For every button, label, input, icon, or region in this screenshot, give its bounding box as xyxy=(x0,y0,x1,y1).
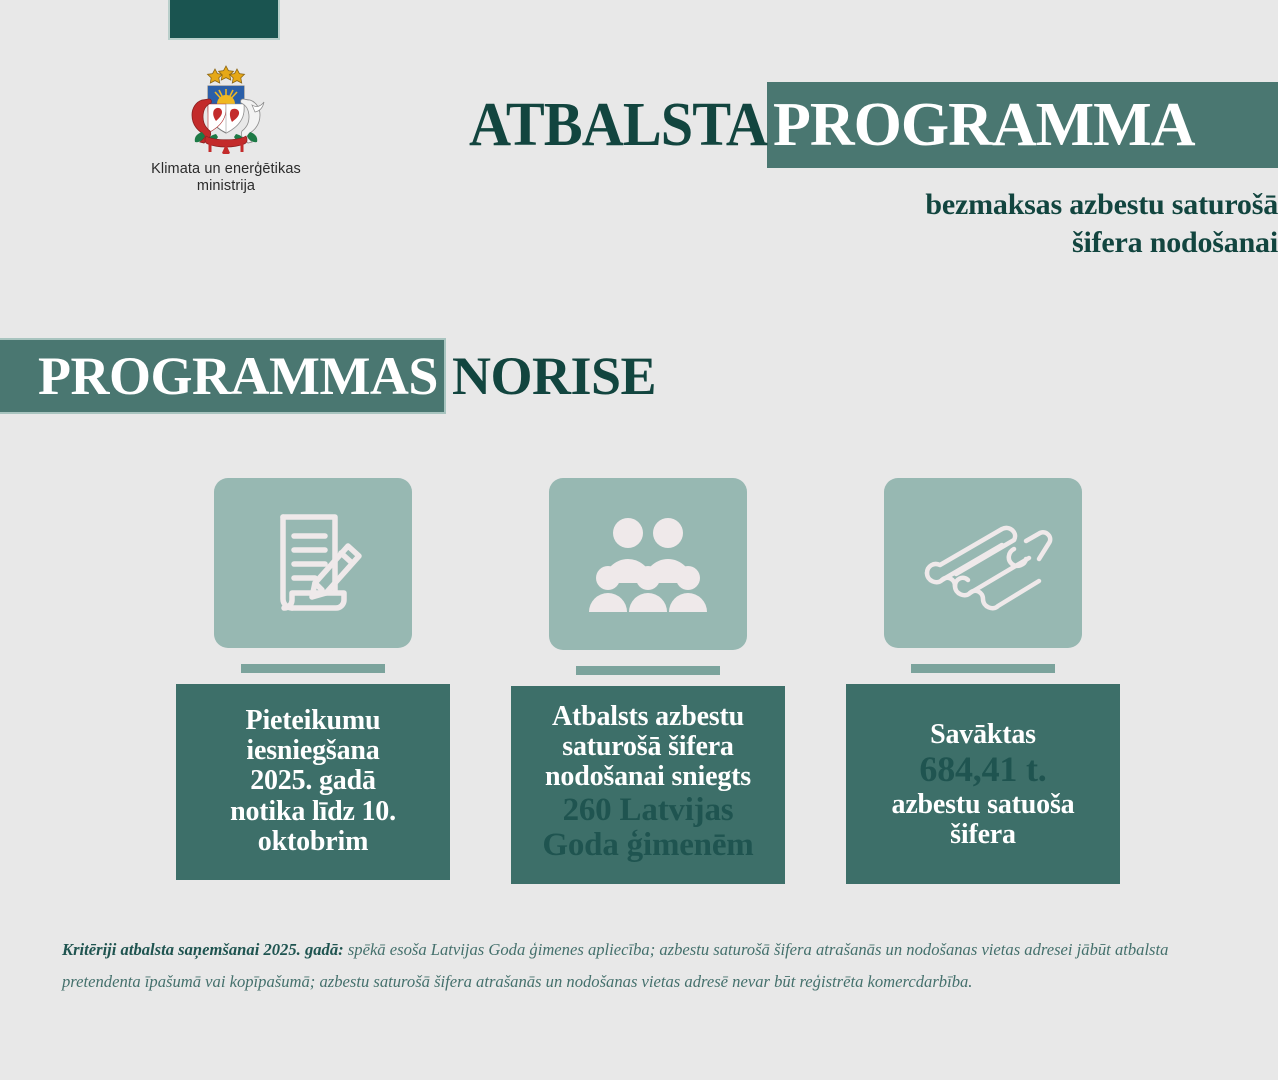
stat-line: Pieteikumu xyxy=(245,705,381,736)
main-subtitle xyxy=(450,186,1278,263)
icon-tile-applications xyxy=(214,478,412,648)
stat-line: notika līdz 10. xyxy=(230,795,396,827)
section-heading-plain: NORISE xyxy=(451,346,657,406)
stat-line: šifera xyxy=(950,819,1016,851)
document-pencil-icon xyxy=(253,505,373,621)
logo-caption-line1: Klimata un enerģētikas xyxy=(151,161,301,177)
logo-caption-line2: ministrija xyxy=(196,178,256,195)
stat-columns xyxy=(176,478,1120,884)
corrugated-sheet-icon xyxy=(913,511,1053,615)
stat-line: azbestu satuoša xyxy=(891,788,1075,820)
stat-line-highlight: 260 Latvijas xyxy=(562,791,734,828)
section-heading xyxy=(0,338,656,414)
header xyxy=(450,82,1278,263)
stat-line: saturošā šifera xyxy=(562,731,734,763)
stat-column-applications xyxy=(176,478,450,884)
main-subtitle-line1: bezmaksas azbestu saturošā xyxy=(925,188,1278,221)
main-title-row xyxy=(450,82,1278,168)
stat-box-applications xyxy=(176,684,450,880)
stat-line: Savāktas xyxy=(930,719,1036,750)
stat-column-collected xyxy=(846,478,1120,884)
accent-bar-applications xyxy=(241,664,385,673)
stat-line-highlight: 684,41 t. xyxy=(919,749,1047,790)
main-title-boxed: PROGRAMMA xyxy=(767,82,1278,168)
stat-line: iesniegšana xyxy=(246,735,380,767)
stat-line-highlight: Goda ģimenēm xyxy=(542,827,754,864)
criteria-body: spēkā esoša Latvijas Goda ģimenes apliecība; azbestu saturošā šifera atrašanās un nodošanas vietas adresei jābūt atbalsta pretendenta īpašumā vai kopīpašumā; azbestu saturošā šifera atrašanās un nodošanas vietas adresē nevar būt reģistrēta komercdarbība. xyxy=(62,940,1169,991)
accent-bar-collected xyxy=(911,664,1055,673)
stat-column-families xyxy=(511,478,785,884)
stat-box-families xyxy=(511,686,785,884)
logo-caption xyxy=(126,161,326,195)
stat-line: 2025. gadā xyxy=(250,765,376,797)
criteria-lead: Kritēriji atbalsta saņemšanai 2025. gadā: xyxy=(62,940,344,959)
section-heading-boxed: PROGRAMMAS xyxy=(0,338,446,414)
stat-line: oktobrim xyxy=(257,825,369,857)
main-title-plain: ATBALSTA xyxy=(469,91,768,159)
family-group-icon xyxy=(586,511,710,617)
stat-box-collected xyxy=(846,684,1120,884)
latvia-coat-of-arms-icon xyxy=(166,58,286,154)
ministry-logo xyxy=(126,58,326,195)
icon-tile-collected xyxy=(884,478,1082,648)
criteria-note xyxy=(62,934,1210,997)
top-decorative-block xyxy=(168,0,280,40)
stat-line: Atbalsts azbestu xyxy=(551,701,745,732)
icon-tile-families xyxy=(549,478,747,650)
accent-bar-families xyxy=(576,666,720,675)
stat-line: nodošanai sniegts xyxy=(545,761,751,793)
main-subtitle-line2: šifera nodošanai xyxy=(1072,226,1278,260)
